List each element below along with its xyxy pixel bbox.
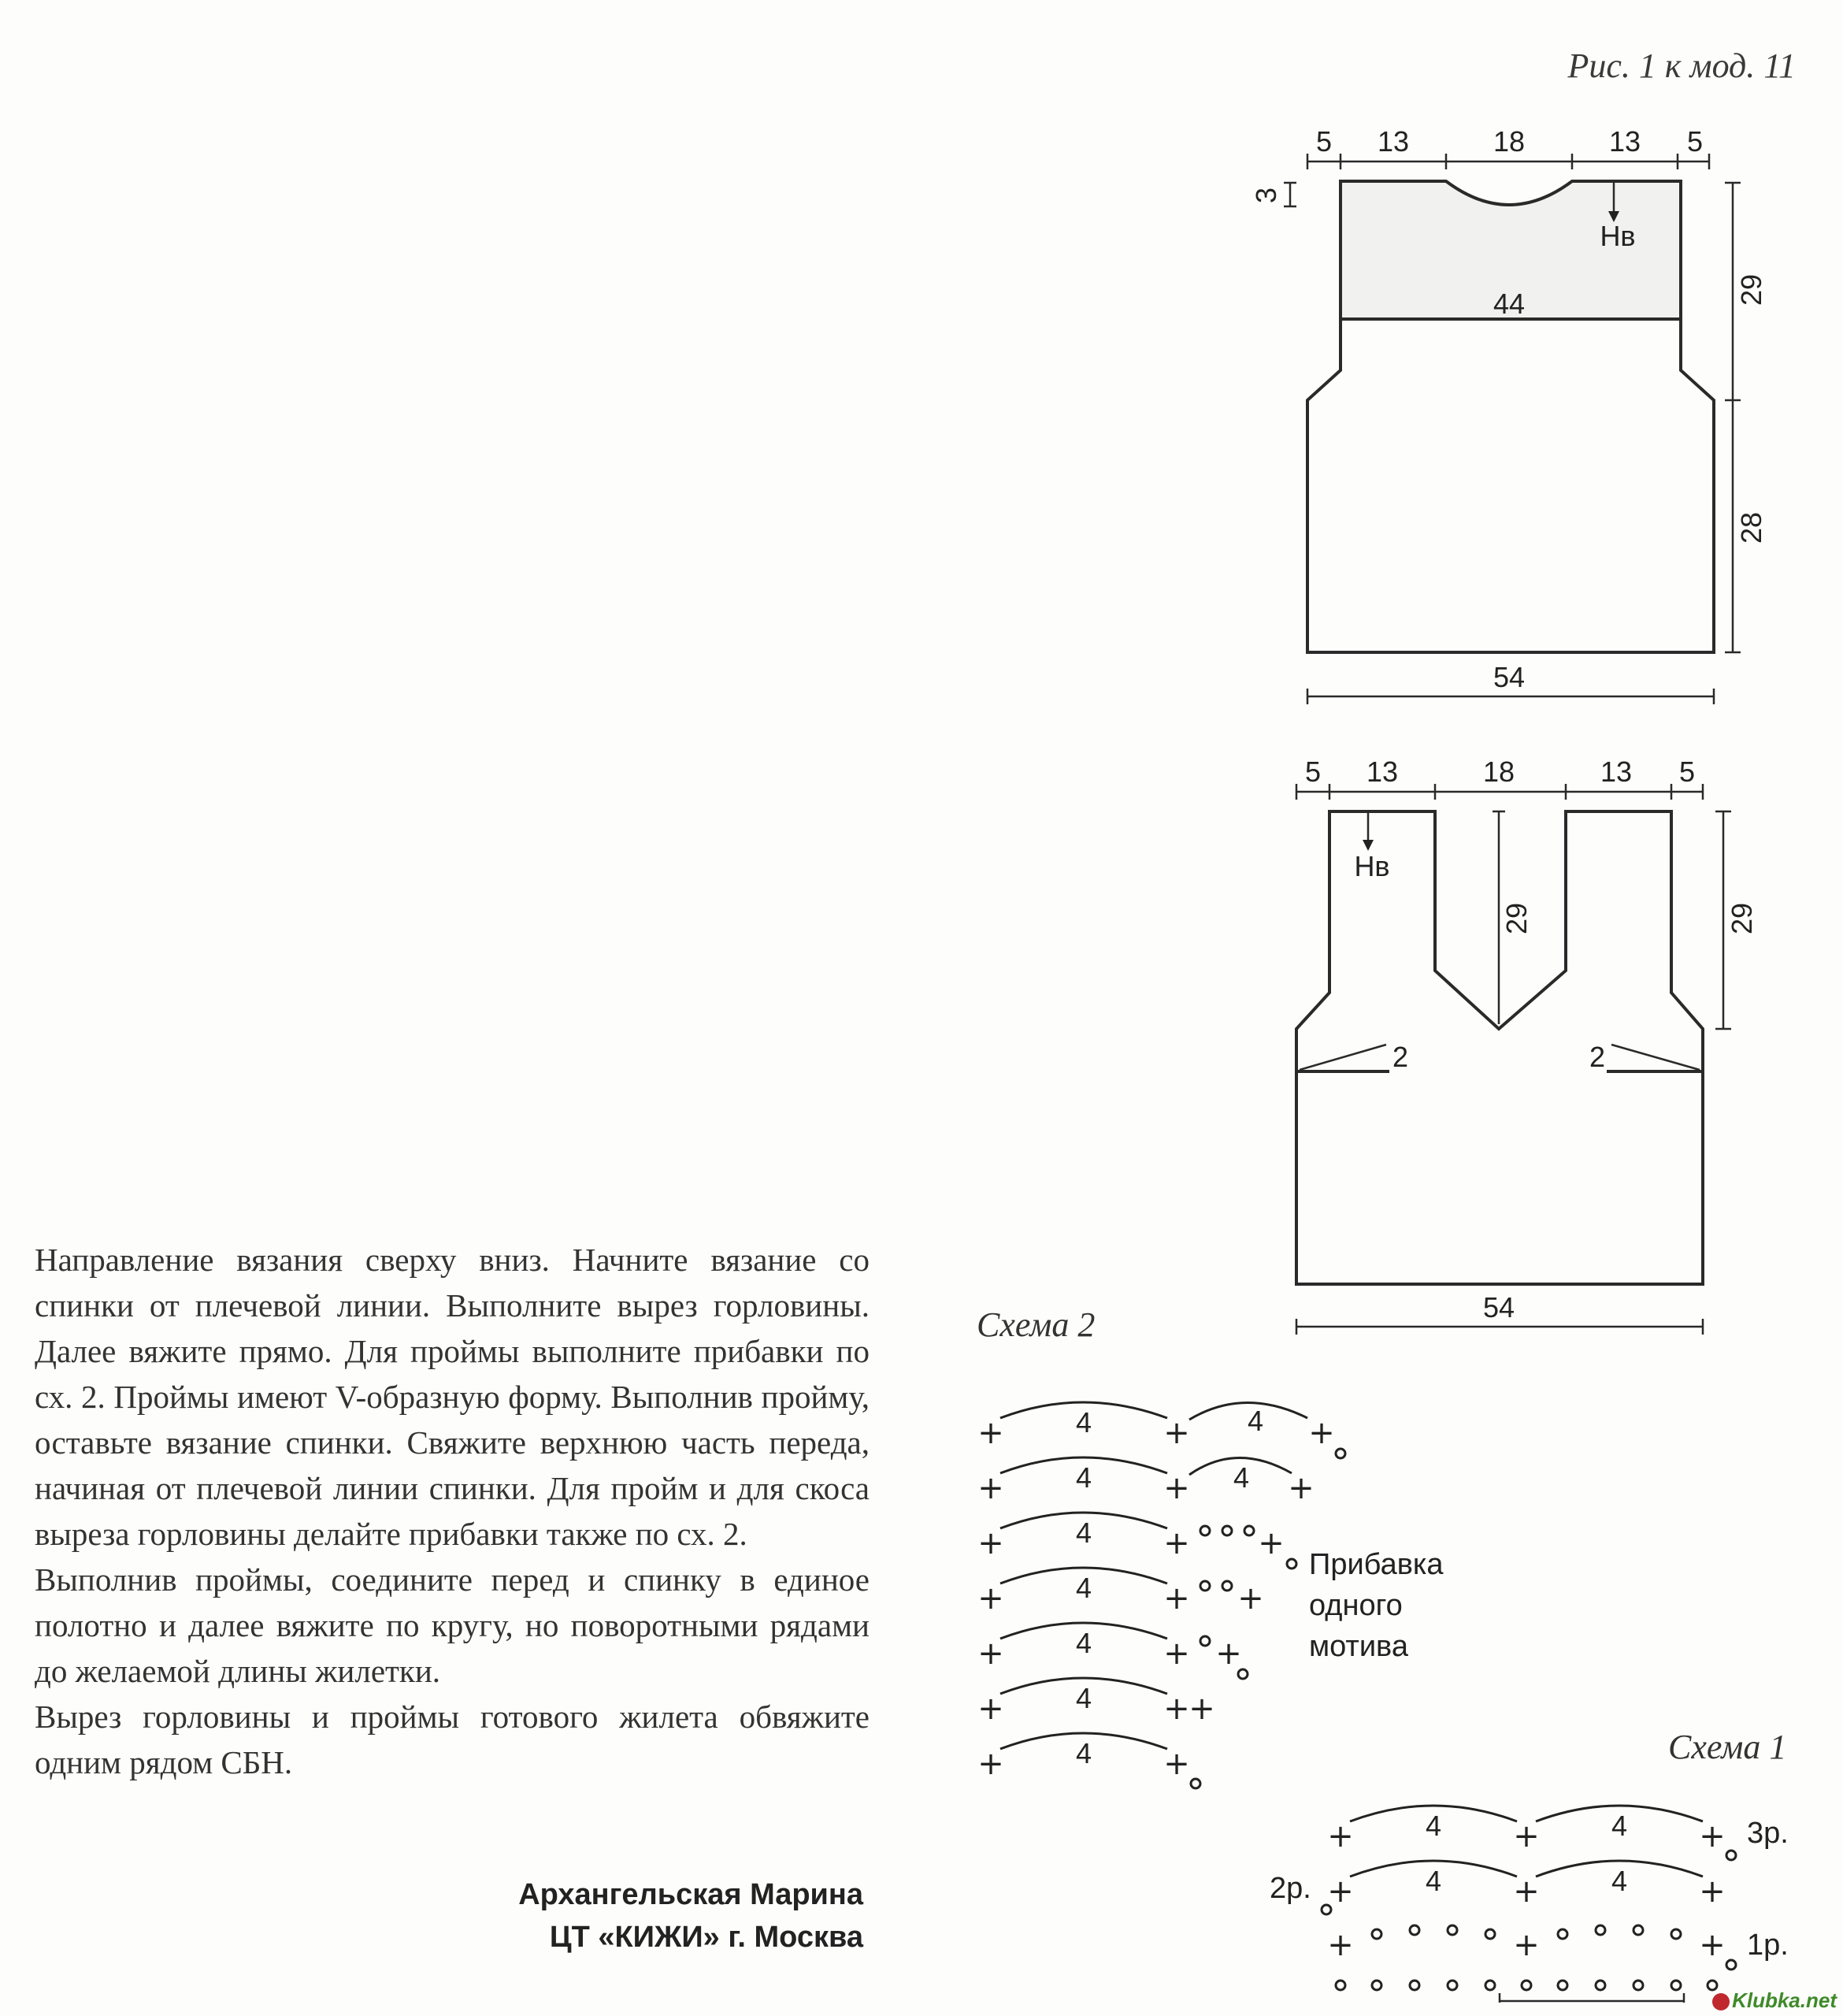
- svg-text:+: +: [1513, 1873, 1540, 1910]
- back-bottom-width: 54: [1493, 661, 1526, 693]
- svg-text:+: +: [977, 1525, 1004, 1561]
- back-top-width-2: 13: [1377, 125, 1410, 158]
- svg-text:+: +: [1699, 1873, 1726, 1910]
- scheme1-chart: [1322, 1806, 1736, 2003]
- front-top-width-3: 18: [1482, 756, 1515, 788]
- svg-text:+: +: [1163, 1525, 1190, 1561]
- svg-text:+: +: [1699, 1818, 1726, 1854]
- svg-text:+: +: [977, 1580, 1004, 1617]
- svg-text:+: +: [1327, 1873, 1354, 1910]
- scheme1-row2-label: 2р.: [1270, 1872, 1311, 1905]
- front-armhole-right: 2: [1589, 1041, 1606, 1073]
- svg-text:+: +: [1327, 1927, 1354, 1963]
- svg-text:4: 4: [1075, 1682, 1092, 1714]
- svg-text:+: +: [1258, 1525, 1285, 1561]
- svg-text:4: 4: [1075, 1627, 1092, 1659]
- scheme1-title: Схема 1: [1668, 1728, 1787, 1766]
- back-top-width-4: 13: [1608, 125, 1641, 158]
- front-direction-label: Нв: [1354, 850, 1390, 882]
- description-paragraph: Направление вязания сверху вниз. Начните вязание со спинки от плечевой линии. Выполните вырез горловины. Далее вяжите прямо. Для проймы выполните прибавки по сх. 2. Проймы имеют V-образную форму. Выполнив пройму, оставьте вязание спинки. Свяжите верхнюю часть переда, начиная от плечевой линии спинки. Для пройм и для скоса выреза горловины делайте прибавки также по сх. 2.: [35, 1242, 870, 1552]
- scheme2-note-line: одного: [1309, 1589, 1403, 1622]
- front-top-width-4: 13: [1600, 756, 1633, 788]
- svg-text:+: +: [1699, 1927, 1726, 1963]
- front-top-width-1: 5: [1304, 756, 1322, 788]
- svg-text:+: +: [1513, 1818, 1540, 1854]
- svg-text:+: +: [1513, 1927, 1540, 1963]
- svg-text:+: +: [1308, 1415, 1335, 1451]
- svg-text:+: +: [977, 1635, 1004, 1672]
- scheme2-note-line: Прибавка: [1309, 1548, 1444, 1581]
- front-diagram: [1296, 756, 1758, 1335]
- front-top-width-2: 13: [1366, 756, 1399, 788]
- svg-text:4: 4: [1247, 1405, 1264, 1437]
- back-neck-depth: 3: [1250, 187, 1282, 204]
- svg-text:+: +: [977, 1470, 1004, 1506]
- svg-text:4: 4: [1611, 1865, 1628, 1897]
- scheme1-row3-label: 3р.: [1747, 1817, 1789, 1850]
- scheme2-motif-count: 4: [1075, 1406, 1092, 1439]
- svg-text:4: 4: [1425, 1865, 1442, 1897]
- description-paragraph: Выполнив проймы, соедините перед и спинку в единое полотно и далее вяжите по кругу, но поворотными рядами до желаемой длины жилетки.: [35, 1561, 870, 1689]
- back-height-lower: 28: [1735, 511, 1767, 544]
- svg-text:+: +: [977, 1415, 1004, 1451]
- back-height-upper: 29: [1735, 273, 1767, 306]
- description: [35, 1237, 870, 1785]
- svg-text:+: +: [977, 1746, 1004, 1782]
- svg-text:4: 4: [1075, 1461, 1092, 1494]
- scheme2-chart: [977, 1402, 1345, 1788]
- svg-text:+: +: [1163, 1415, 1190, 1451]
- watermark-text: Klubka.net: [1732, 1988, 1837, 2012]
- scheme1-row1-label: 1р.: [1747, 1929, 1789, 1962]
- svg-text:+: +: [1188, 1691, 1215, 1727]
- front-top-width-5: 5: [1678, 756, 1696, 788]
- back-yoke-width: 44: [1493, 288, 1526, 320]
- svg-text:+: +: [1163, 1691, 1190, 1727]
- svg-text:+: +: [1327, 1818, 1354, 1854]
- front-neck-depth: 29: [1500, 902, 1533, 935]
- svg-text:4: 4: [1075, 1517, 1092, 1549]
- svg-text:+: +: [1237, 1580, 1264, 1617]
- svg-text:4: 4: [1075, 1737, 1092, 1769]
- svg-text:4: 4: [1075, 1572, 1092, 1604]
- scheme1-motif-count: 4: [1425, 1810, 1442, 1842]
- svg-text:+: +: [977, 1691, 1004, 1727]
- svg-text:+: +: [1215, 1635, 1242, 1672]
- svg-text:+: +: [1288, 1470, 1315, 1506]
- back-diagram: [1250, 125, 1767, 704]
- description-paragraph: Вырез горловины и проймы готового жилета обвяжите одним рядом СБН.: [35, 1699, 870, 1780]
- back-top-width-1: 5: [1315, 125, 1333, 158]
- author-org: ЦТ «КИЖИ» г. Москва: [549, 1921, 863, 1954]
- front-height-upper: 29: [1726, 902, 1758, 935]
- scheme2-note-line: мотива: [1309, 1630, 1408, 1663]
- svg-text:+: +: [1163, 1470, 1190, 1506]
- svg-text:+: +: [1163, 1746, 1190, 1782]
- svg-text:+: +: [1163, 1580, 1190, 1617]
- scheme2-title: Схема 2: [977, 1305, 1096, 1344]
- back-direction-label: Нв: [1600, 220, 1636, 252]
- watermark: [1712, 1988, 1837, 2013]
- author-block: [518, 1873, 863, 1958]
- back-top-width-5: 5: [1686, 125, 1704, 158]
- back-top-width-3: 18: [1493, 125, 1526, 158]
- svg-text:4: 4: [1611, 1810, 1628, 1842]
- front-armhole-left: 2: [1392, 1041, 1409, 1073]
- svg-text:+: +: [1163, 1635, 1190, 1672]
- front-bottom-width: 54: [1482, 1291, 1515, 1324]
- yarn-ball-icon: [1712, 1993, 1730, 2010]
- author-name: Архангельская Марина: [518, 1878, 863, 1911]
- svg-text:4: 4: [1233, 1461, 1250, 1494]
- figure-title: Рис. 1 к мод. 11: [1567, 46, 1796, 85]
- scheme2-note: [1309, 1544, 1443, 1667]
